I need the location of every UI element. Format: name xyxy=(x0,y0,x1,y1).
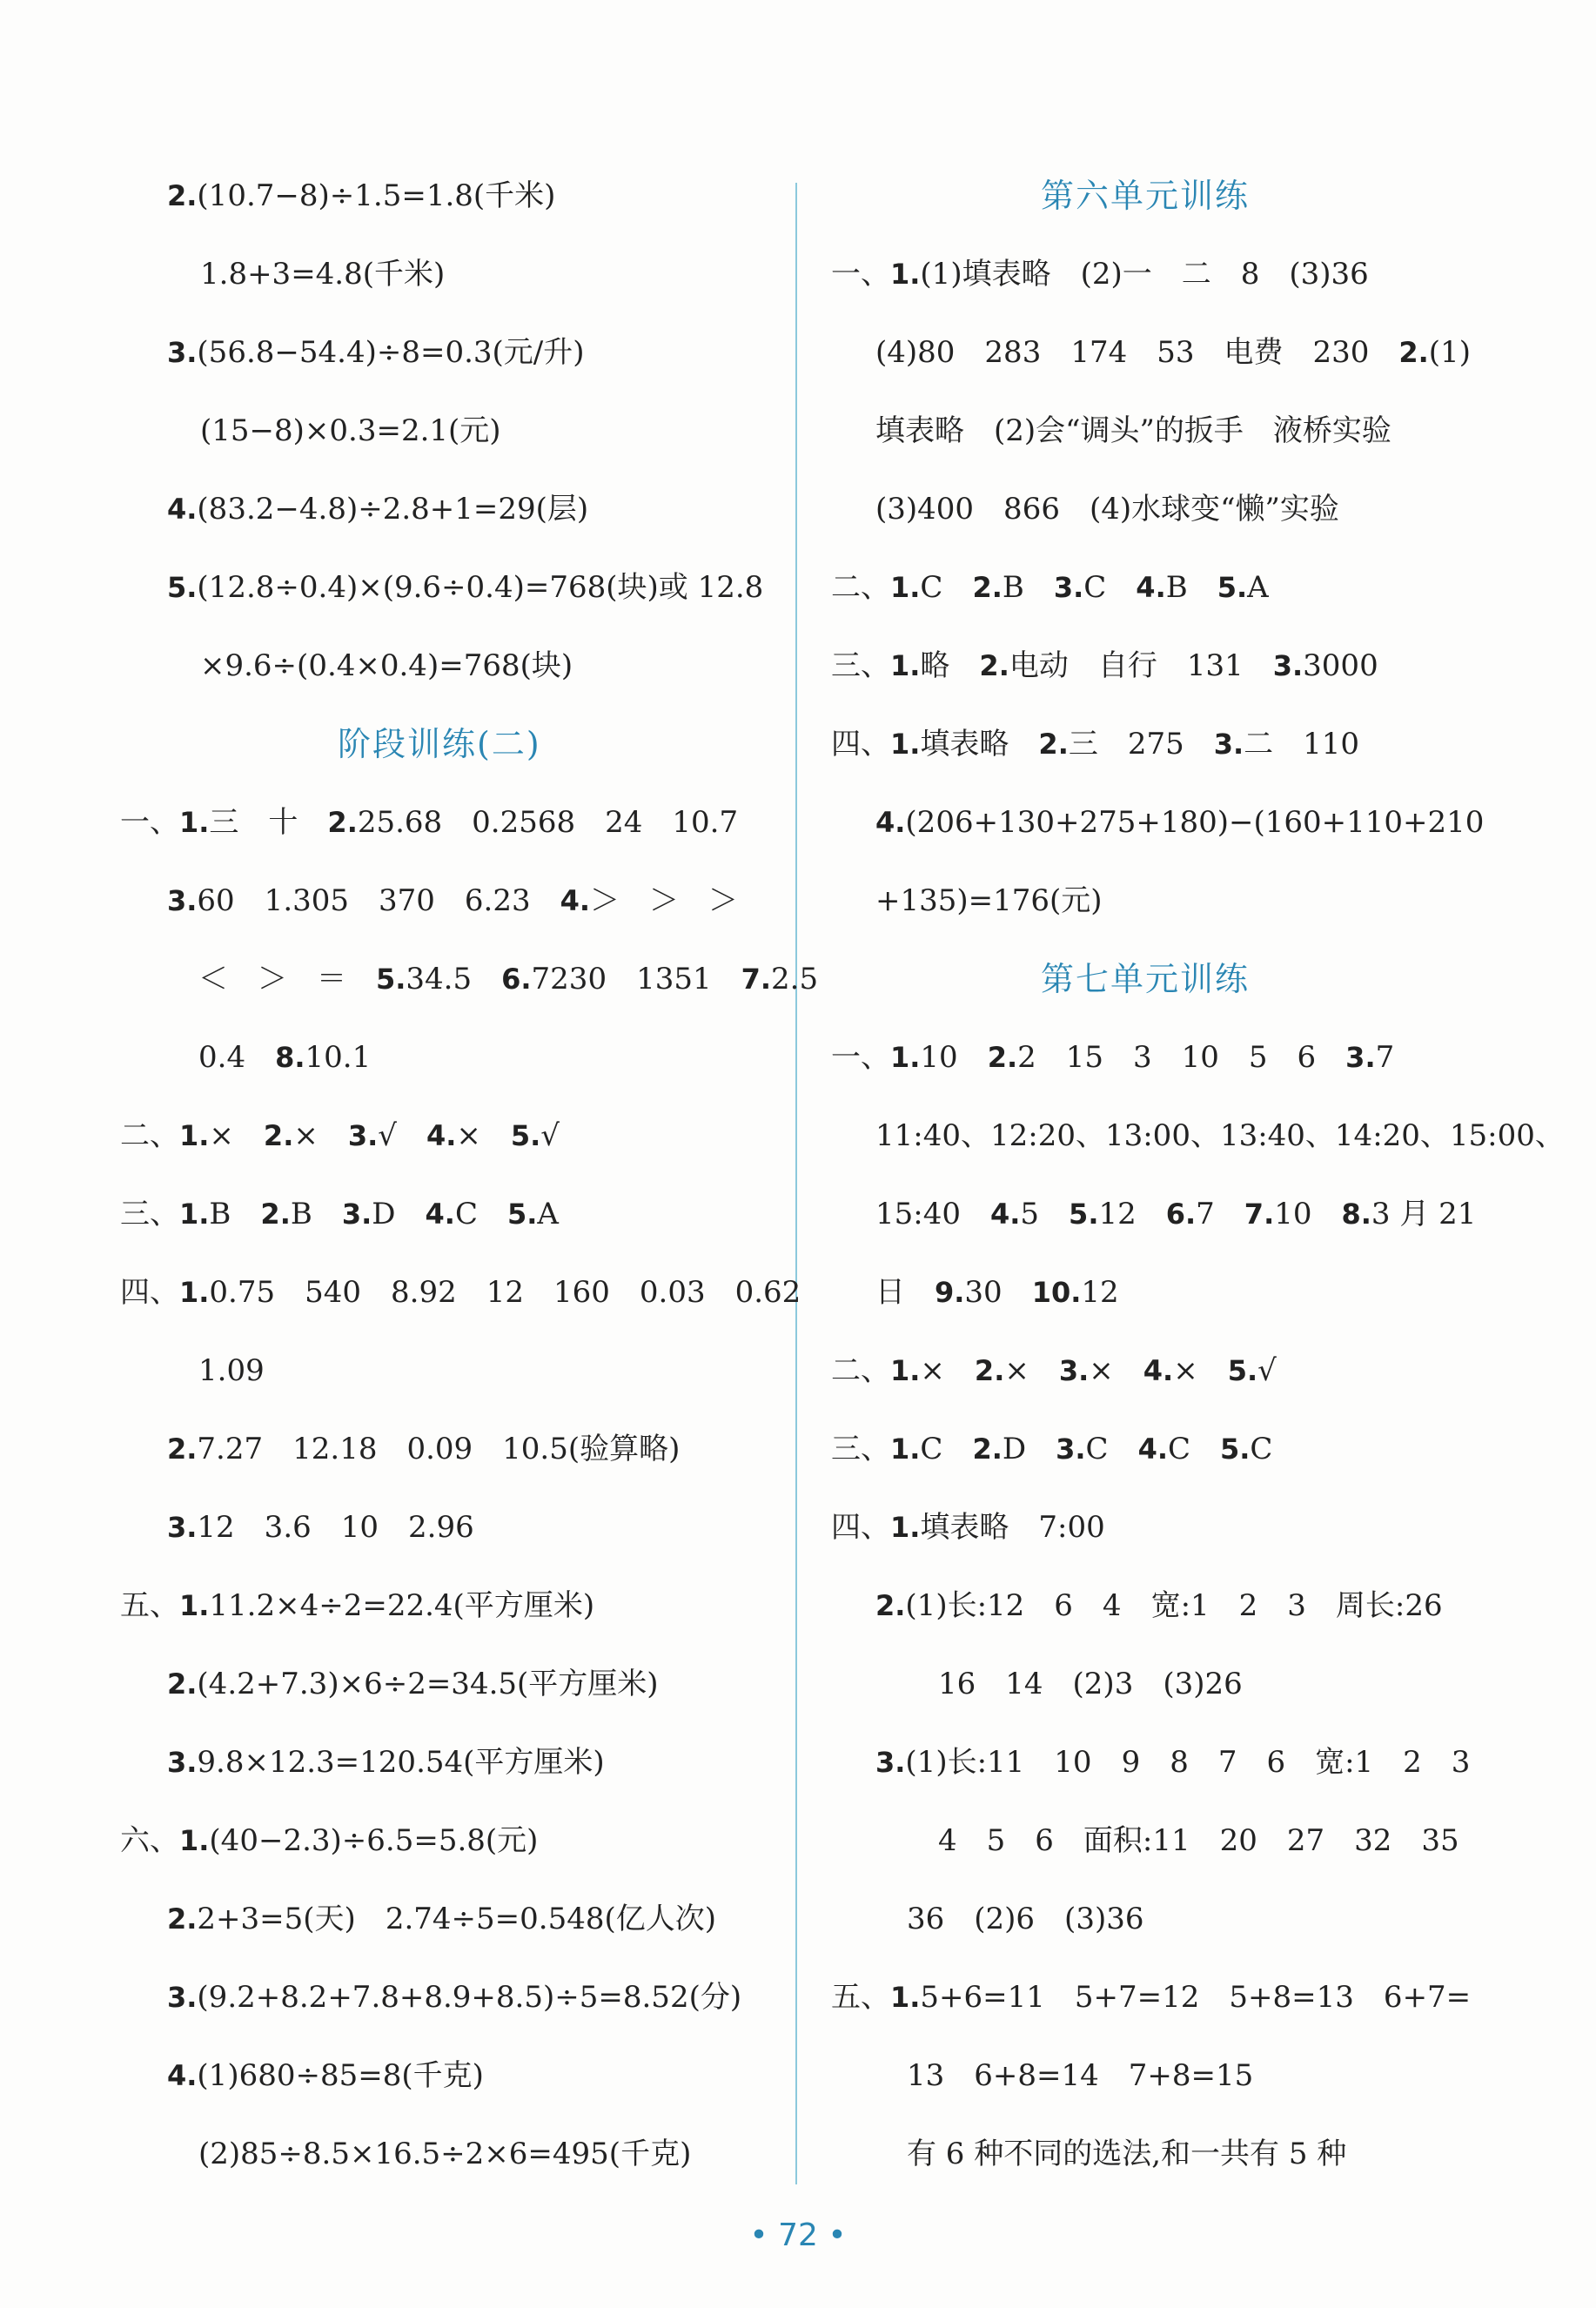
answer-line xyxy=(907,2137,1346,2171)
section-heading-unit-6: 第六单元训练 xyxy=(1041,177,1251,215)
answer-text: C xyxy=(1085,1432,1138,1466)
question-number: 3. xyxy=(1058,1354,1090,1387)
answer-text: 1.09 xyxy=(198,1353,265,1388)
answer-text: × xyxy=(456,1118,511,1153)
answer-text: ＞ ＞ ＞ xyxy=(590,883,739,918)
question-number: 3. xyxy=(167,1511,198,1544)
answer-line xyxy=(167,1745,605,1780)
answer-line xyxy=(167,1902,716,1936)
answer-text: 0.4 xyxy=(198,1040,276,1075)
question-number: 5. xyxy=(510,1119,541,1152)
answer-text: × xyxy=(1089,1353,1143,1388)
answer-text: A xyxy=(1247,570,1269,605)
answer-text: (40−2.3)÷6.5=5.8(元) xyxy=(209,1823,539,1858)
question-number: 8. xyxy=(275,1041,305,1074)
answer-line xyxy=(167,1980,741,2015)
question-number: 1. xyxy=(890,571,921,604)
section-number: 四、 xyxy=(831,727,890,762)
section-number: 二、 xyxy=(831,570,890,605)
question-number: 2. xyxy=(167,1902,198,1936)
answer-text: 填表略 xyxy=(920,727,1039,762)
question-number: 1. xyxy=(179,1198,210,1231)
section-heading-stage-training-2: 阶段训练(二) xyxy=(338,725,541,763)
answer-text: (1)680÷85=8(千克) xyxy=(197,2058,484,2093)
section-number: 四、 xyxy=(120,1275,179,1310)
answer-line xyxy=(200,648,573,683)
question-number: 3. xyxy=(1053,571,1084,604)
question-number: 7. xyxy=(741,963,772,996)
question-number: 4. xyxy=(1136,571,1166,604)
question-number: 1. xyxy=(179,1276,210,1309)
answer-line xyxy=(167,883,738,918)
section-number: 三、 xyxy=(831,648,890,683)
question-number: 2. xyxy=(1038,728,1069,761)
answer-line xyxy=(875,413,1391,448)
answer-text: 2+3=5(天) 2.74÷5=0.548(亿人次) xyxy=(197,1902,716,1936)
answer-text: (1)填表略 (2)一 二 8 (3)36 xyxy=(920,257,1369,292)
answer-text: 10.1 xyxy=(305,1040,372,1075)
question-number: 10. xyxy=(1031,1276,1082,1309)
answer-text: C xyxy=(1167,1432,1220,1466)
question-number: 1. xyxy=(890,1511,921,1544)
answer-text: × xyxy=(1004,1353,1059,1388)
answer-text: 5+6=11 5+7=12 5+8=13 6+7= xyxy=(920,1980,1472,2015)
answer-text: C xyxy=(920,570,973,605)
answer-line xyxy=(120,1588,594,1623)
answer-text: 12 3.6 10 2.96 xyxy=(197,1510,474,1545)
answer-text: B xyxy=(209,1197,261,1231)
answer-text: D xyxy=(372,1197,426,1231)
answer-line xyxy=(875,1588,1443,1623)
question-number: 4. xyxy=(875,806,906,839)
answer-line xyxy=(875,1118,1565,1153)
answer-text: × xyxy=(293,1118,348,1153)
answer-line xyxy=(831,1510,1105,1545)
section-number: 一、 xyxy=(831,257,890,292)
answer-text: × xyxy=(1173,1353,1228,1388)
question-number: 1. xyxy=(890,649,921,682)
answer-text: 34.5 xyxy=(406,962,502,996)
question-number: 3. xyxy=(1213,728,1244,761)
answer-text: (3)400 866 (4)水球变“懒”实验 xyxy=(875,492,1339,527)
section-number: 五、 xyxy=(120,1588,179,1623)
question-number: 5. xyxy=(167,571,198,604)
answer-text: (10.7−8)÷1.5=1.8(千米) xyxy=(197,178,556,213)
answer-line xyxy=(831,570,1269,605)
answer-text: (4.2+7.3)×6÷2=34.5(平方厘米) xyxy=(197,1667,659,1701)
section-number: 四、 xyxy=(831,1510,890,1545)
question-number: 2. xyxy=(167,179,198,212)
answer-line xyxy=(907,1902,1143,1936)
answer-text: 1.8+3=4.8(千米) xyxy=(200,257,446,292)
question-number: 3. xyxy=(167,1746,198,1779)
answer-text: ×9.6÷(0.4×0.4)=768(块) xyxy=(200,648,573,683)
answer-line xyxy=(198,1353,265,1388)
answer-text: (1) xyxy=(1428,335,1471,370)
question-number: 4. xyxy=(1143,1354,1174,1387)
answer-text: C xyxy=(1083,570,1137,605)
answer-line xyxy=(831,1040,1394,1075)
answer-text: 30 xyxy=(964,1275,1032,1310)
answer-text: 10 xyxy=(920,1040,988,1075)
answer-text: 略 xyxy=(920,648,980,683)
question-number: 4. xyxy=(167,493,198,526)
answer-text: 7 xyxy=(1375,1040,1395,1075)
question-number: 6. xyxy=(1165,1198,1197,1231)
answer-text: 36 (2)6 (3)36 xyxy=(907,1902,1144,1936)
answer-text: (206+130+275+180)−(160+110+210 xyxy=(905,805,1485,840)
section-heading-unit-7: 第七单元训练 xyxy=(1041,960,1251,998)
answer-text: (12.8÷0.4)×(9.6÷0.4)=768(块)或 12.8 xyxy=(197,570,764,605)
question-number: 1. xyxy=(179,806,210,839)
answer-text: 60 1.305 370 6.23 xyxy=(197,883,560,918)
answer-text: × xyxy=(920,1353,975,1388)
column-divider xyxy=(795,183,797,2184)
answer-line xyxy=(831,1980,1471,2015)
answer-text: × xyxy=(209,1118,264,1153)
question-number: 3. xyxy=(1272,649,1304,682)
section-number: 一、 xyxy=(831,1040,890,1075)
answer-text: B xyxy=(290,1197,342,1231)
answer-text: 10 xyxy=(1274,1197,1342,1231)
question-number: 2. xyxy=(875,1589,906,1622)
answer-line xyxy=(120,1275,801,1310)
question-number: 3. xyxy=(341,1198,372,1231)
answer-text: √ xyxy=(540,1118,560,1153)
question-number: 2. xyxy=(327,806,358,839)
answer-text: 3000 xyxy=(1303,648,1378,683)
question-number: 2. xyxy=(260,1198,291,1231)
question-number: 2. xyxy=(167,1432,198,1466)
answer-line xyxy=(875,1745,1470,1780)
question-number: 2. xyxy=(987,1041,1018,1074)
answer-line xyxy=(120,1823,538,1858)
question-number: 3. xyxy=(167,336,198,369)
question-number: 1. xyxy=(179,1589,210,1622)
answer-text: 7 xyxy=(1196,1197,1244,1231)
answer-text: 三 275 xyxy=(1068,727,1214,762)
answer-text: 二 110 xyxy=(1244,727,1360,762)
section-number: 六、 xyxy=(120,1823,179,1858)
answer-text: (15−8)×0.3=2.1(元) xyxy=(200,413,501,448)
question-number: 4. xyxy=(560,884,591,917)
answer-text: (9.2+8.2+7.8+8.9+8.5)÷5=8.52(分) xyxy=(197,1980,742,2015)
question-number: 4. xyxy=(1137,1432,1168,1466)
question-number: 3. xyxy=(167,1981,198,2014)
answer-text: 7.27 12.18 0.09 10.5(验算略) xyxy=(197,1432,681,1466)
answer-line xyxy=(907,2058,1253,2093)
section-number: 二、 xyxy=(120,1118,179,1153)
question-number: 2. xyxy=(974,1354,1005,1387)
answer-line xyxy=(831,727,1359,762)
answer-line xyxy=(167,492,588,527)
answer-line xyxy=(938,1823,1459,1858)
answer-text: (2)85÷8.5×16.5÷2×6=495(千克) xyxy=(198,2137,692,2171)
answer-line xyxy=(875,1197,1476,1231)
answer-text: B xyxy=(1165,570,1217,605)
question-number: 3. xyxy=(875,1746,906,1779)
answer-text: 有 6 种不同的选法,和一共有 5 种 xyxy=(907,2137,1347,2171)
question-number: 5. xyxy=(1217,571,1248,604)
question-number: 4. xyxy=(989,1198,1021,1231)
answer-line xyxy=(167,178,555,213)
answer-text: B xyxy=(1002,570,1054,605)
answer-text: 12 xyxy=(1081,1275,1119,1310)
answer-line xyxy=(167,570,763,605)
section-number: 五、 xyxy=(831,1980,890,2015)
answer-text: 填表略 7:00 xyxy=(920,1510,1105,1545)
answer-line xyxy=(167,1667,659,1701)
question-number: 2. xyxy=(972,571,1003,604)
answer-line xyxy=(875,883,1103,918)
question-number: 1. xyxy=(179,1824,210,1857)
answer-line xyxy=(875,492,1339,527)
answer-line xyxy=(120,805,738,840)
question-number: 5. xyxy=(376,963,406,996)
answer-line xyxy=(831,1353,1277,1388)
answer-text: 0.75 540 8.92 12 160 0.03 0.62 xyxy=(209,1275,801,1310)
question-number: 2. xyxy=(167,1667,198,1701)
question-number: 4. xyxy=(426,1119,457,1152)
question-number: 7. xyxy=(1244,1198,1275,1231)
answer-text: 12 xyxy=(1098,1197,1166,1231)
question-number: 1. xyxy=(890,258,921,291)
answer-text: 11:40、12:20、13:00、13:40、14:20、15:00、 xyxy=(875,1118,1565,1153)
answer-text: A xyxy=(537,1197,559,1231)
answer-line xyxy=(167,1510,474,1545)
answer-text: C xyxy=(1250,1432,1273,1466)
question-number: 2. xyxy=(979,649,1009,682)
section-number: 三、 xyxy=(831,1432,890,1466)
section-number: 一、 xyxy=(120,805,179,840)
answer-text: ＜ ＞ ＝ xyxy=(198,962,376,996)
answer-text: √ xyxy=(1257,1353,1277,1388)
answer-line xyxy=(167,1432,680,1466)
answer-text: 三 十 xyxy=(209,805,328,840)
question-number: 5. xyxy=(506,1198,538,1231)
page-number: • 72 • xyxy=(749,2217,847,2253)
question-number: 4. xyxy=(167,2059,198,2092)
answer-text: 4 5 6 面积:11 20 27 32 35 xyxy=(938,1823,1459,1858)
question-number: 1. xyxy=(890,1981,921,2014)
answer-line xyxy=(198,962,818,996)
answer-line xyxy=(831,257,1369,292)
answer-line xyxy=(120,1197,559,1231)
question-number: 2. xyxy=(972,1432,1003,1466)
question-number: 8. xyxy=(1341,1198,1371,1231)
answer-line xyxy=(831,648,1378,683)
answer-text: 25.68 0.2568 24 10.7 xyxy=(357,805,739,840)
answer-line xyxy=(875,1275,1119,1310)
answer-text: 16 14 (2)3 (3)26 xyxy=(938,1667,1243,1701)
answer-line xyxy=(200,413,501,448)
answer-text: (4)80 283 174 53 电费 230 xyxy=(875,335,1399,370)
answer-line xyxy=(875,335,1471,370)
question-number: 1. xyxy=(890,1354,921,1387)
answer-text: (1)长:11 10 9 8 7 6 宽:1 2 3 xyxy=(905,1745,1471,1780)
answer-text: C xyxy=(454,1197,507,1231)
section-number: 二、 xyxy=(831,1353,890,1388)
answer-text: (56.8−54.4)÷8=0.3(元/升) xyxy=(197,335,585,370)
question-number: 9. xyxy=(935,1276,965,1309)
question-number: 1. xyxy=(890,1432,921,1466)
question-number: 3. xyxy=(347,1119,379,1152)
question-number: 5. xyxy=(1227,1354,1258,1387)
answer-line xyxy=(198,2137,691,2171)
answer-line xyxy=(198,1040,371,1075)
question-number: 1. xyxy=(890,728,921,761)
answer-text: √ xyxy=(378,1118,426,1153)
question-number: 2. xyxy=(263,1119,294,1152)
question-number: 6. xyxy=(501,963,532,996)
question-number: 3. xyxy=(167,884,198,917)
answer-text: C xyxy=(920,1432,973,1466)
answer-line xyxy=(831,1432,1272,1466)
question-number: 5. xyxy=(1220,1432,1251,1466)
question-number: 2. xyxy=(1398,336,1429,369)
answer-line xyxy=(200,257,445,292)
answer-text: 电动 自行 131 xyxy=(1009,648,1273,683)
question-number: 3. xyxy=(1056,1432,1086,1466)
answer-text: 2.5 xyxy=(771,962,819,996)
question-number: 1. xyxy=(890,1041,921,1074)
answer-text: 7230 1351 xyxy=(531,962,741,996)
answer-line xyxy=(167,335,585,370)
answer-text: 日 xyxy=(875,1275,935,1310)
answer-line xyxy=(938,1667,1243,1701)
answer-text: 2 15 3 10 5 6 xyxy=(1017,1040,1346,1075)
question-number: 4. xyxy=(425,1198,455,1231)
answer-text: +135)=176(元) xyxy=(875,883,1103,918)
answer-text: 13 6+8=14 7+8=15 xyxy=(907,2058,1254,2093)
answer-text: (1)长:12 6 4 宽:1 2 3 周长:26 xyxy=(905,1588,1443,1623)
answer-text: 填表略 (2)会“调头”的扳手 液桥实验 xyxy=(875,413,1391,448)
answer-line xyxy=(875,805,1484,840)
answer-text: (83.2−4.8)÷2.8+1=29(层) xyxy=(197,492,589,527)
question-number: 1. xyxy=(179,1119,210,1152)
answer-text: 15:40 xyxy=(875,1197,990,1231)
answer-text: 3 月 21 xyxy=(1371,1197,1477,1231)
question-number: 3. xyxy=(1345,1041,1376,1074)
question-number: 5. xyxy=(1069,1198,1099,1231)
section-number: 三、 xyxy=(120,1197,179,1231)
answer-line xyxy=(167,2058,484,2093)
answer-text: 9.8×12.3=120.54(平方厘米) xyxy=(197,1745,605,1780)
answer-line xyxy=(120,1118,560,1153)
answer-text: 5 xyxy=(1020,1197,1070,1231)
answer-text: 11.2×4÷2=22.4(平方厘米) xyxy=(209,1588,595,1623)
answer-text: D xyxy=(1002,1432,1056,1466)
